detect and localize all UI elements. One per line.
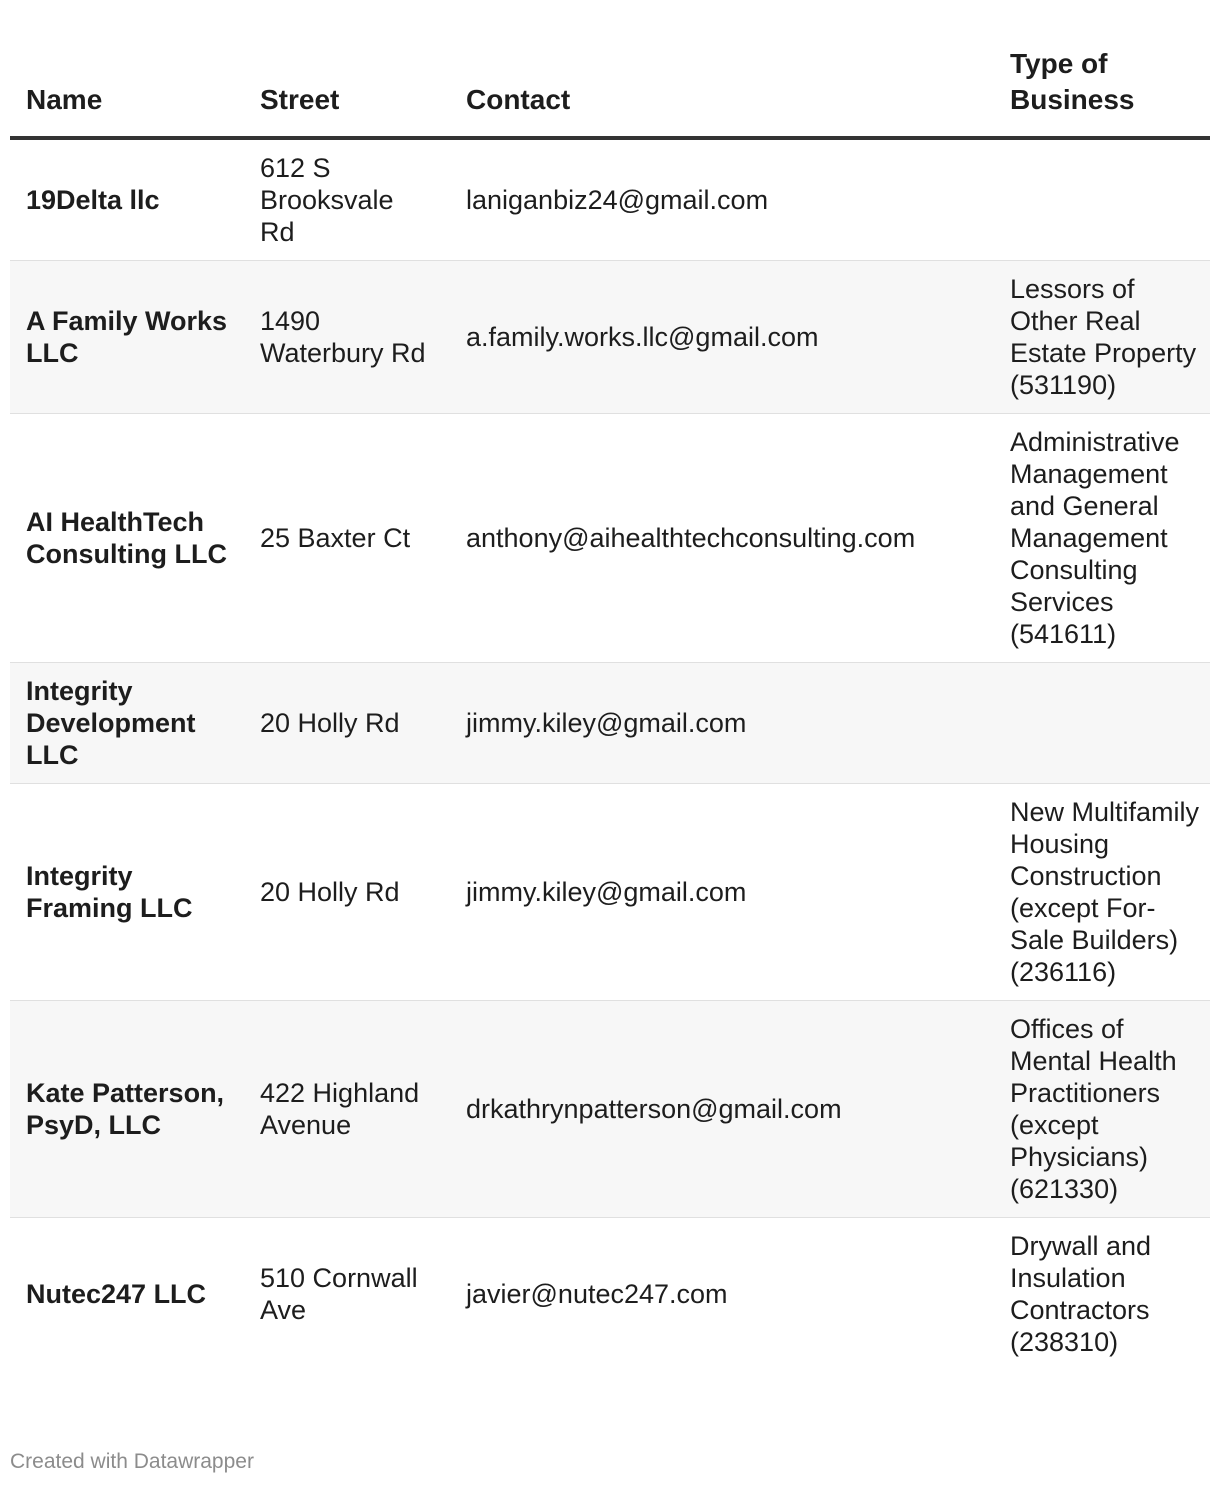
column-header-street: Street — [244, 40, 450, 138]
cell-type: Administrative Management and General Management Consulting Services (541611) — [994, 414, 1210, 663]
table-container — [10, 40, 1210, 1370]
table-row — [10, 261, 1210, 414]
cell-name: AI HealthTech Consulting LLC — [10, 414, 244, 663]
header-row — [10, 40, 1210, 138]
column-header-name: Name — [10, 40, 244, 138]
datawrapper-credit: Created with Datawrapper — [10, 1450, 254, 1473]
table-row — [10, 784, 1210, 1001]
table-header — [10, 40, 1210, 138]
cell-contact: javier@nutec247.com — [466, 1279, 728, 1309]
cell-contact: jimmy.kiley@gmail.com — [450, 663, 994, 784]
cell-street: 612 S Brooksvale Rd — [244, 138, 450, 261]
column-header-contact: Contact — [450, 40, 994, 138]
cell-name: Integrity Framing LLC — [10, 784, 244, 1001]
cell-contact: drkathrynpatterson@gmail.com — [450, 1001, 994, 1218]
cell-contact: laniganbiz24@gmail.com — [450, 138, 994, 261]
cell-type — [994, 138, 1210, 261]
cell-type: Drywall and Insulation Contractors (238310) — [1010, 1231, 1152, 1357]
cell-street: 422 Highland Avenue — [244, 1001, 450, 1218]
cell-type: Offices of Mental Health Practitioners (except Physicians) (621330) — [994, 1001, 1210, 1218]
cell-name: 19Delta llc — [10, 138, 244, 261]
cell-contact: a.family.works.llc@gmail.com — [450, 261, 994, 414]
cell-street: 510 Cornwall Ave — [260, 1263, 418, 1325]
cell-street: 20 Holly Rd — [244, 663, 450, 784]
cell-name: Nutec247 LLC — [26, 1279, 207, 1309]
cell-street: 25 Baxter Ct — [244, 414, 450, 663]
cell-contact: jimmy.kiley@gmail.com — [450, 784, 994, 1001]
table-row — [10, 414, 1210, 663]
table-row — [10, 663, 1210, 784]
table-row — [10, 138, 1210, 261]
cell-street: 20 Holly Rd — [244, 784, 450, 1001]
table-body — [10, 138, 1210, 1370]
column-header-type: Type of Business — [994, 40, 1210, 138]
cell-name: A Family Works LLC — [10, 261, 244, 414]
business-table — [10, 40, 1210, 1370]
table-row — [10, 1001, 1210, 1218]
cell-street: 1490 Waterbury Rd — [244, 261, 450, 414]
cell-contact: anthony@aihealthtechconsulting.com — [450, 414, 994, 663]
cell-name: Integrity Development LLC — [10, 663, 244, 784]
cell-type: Lessors of Other Real Estate Property (531190) — [994, 261, 1210, 414]
cell-name: Kate Patterson, PsyD, LLC — [10, 1001, 244, 1218]
cell-type: New Multifamily Housing Construction (except For-Sale Builders) (236116) — [994, 784, 1210, 1001]
cell-type — [994, 663, 1210, 784]
table-row — [10, 1218, 1210, 1371]
